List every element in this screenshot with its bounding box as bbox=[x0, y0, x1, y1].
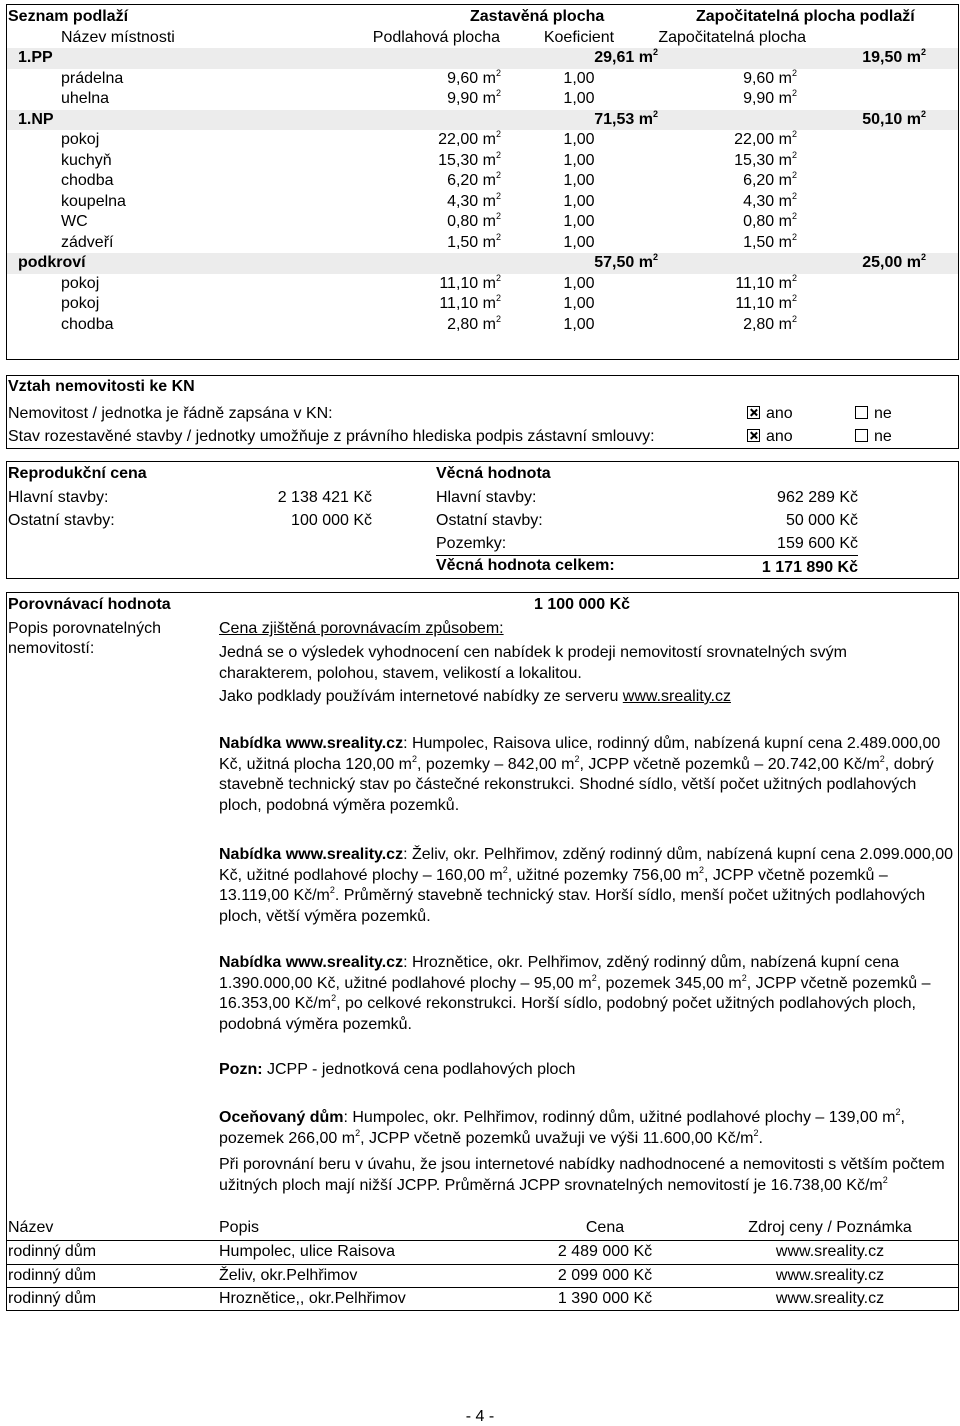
sub-room-header: Název místnosti bbox=[61, 28, 175, 46]
vecna-other-value: 50 000 Kč bbox=[785, 512, 858, 529]
room-name: WC bbox=[61, 213, 88, 230]
land-value: 159 600 Kč bbox=[777, 535, 858, 552]
floor-group-counted: 25,00 $m^2$ bbox=[862, 252, 926, 271]
offers-row-divider bbox=[6, 1240, 959, 1241]
kn-q1-yes[interactable]: ano bbox=[747, 405, 793, 423]
desc-label-2: nemovitostí: bbox=[8, 640, 95, 657]
checkbox-checked-icon bbox=[747, 429, 760, 442]
repro-other-value: 100 000 Kč bbox=[291, 512, 372, 529]
comparison-value: 1 100 000 Kč bbox=[534, 596, 631, 613]
room-counted-area: 2,80 $m^2$ bbox=[743, 313, 797, 333]
land-label: Pozemky: bbox=[436, 535, 507, 552]
room-floor-area: 11,10 $m^2$ bbox=[439, 272, 501, 292]
offers-row-divider bbox=[6, 1287, 959, 1288]
vecna-main-label: Hlavní stavby: bbox=[436, 489, 537, 506]
room-name: prádelna bbox=[61, 69, 124, 87]
room-floor-area: 6,20 $m^2$ bbox=[447, 170, 501, 189]
vecna-total-value: 1 171 890 Kč bbox=[761, 559, 858, 576]
room-floor-area: 11,10 $m^2$ bbox=[439, 293, 501, 312]
room-coef: 1,00 bbox=[563, 69, 595, 87]
col-counted-total-header: Započitatelná plocha podlaží bbox=[696, 8, 915, 25]
room-coef: 1,00 bbox=[563, 90, 595, 107]
offers-row-divider bbox=[6, 1264, 959, 1265]
repro-other-label: Ostatní stavby: bbox=[8, 512, 115, 529]
offer-2: Nabídka www.sreality.cz: Želiv, okr. Pelhřimov, zděný rodinný dům, nabízená kupní cena 2.099.000,00 Kč, užitné podlahové plochy – 160,00 $m^2$, užitné pozemky 756,00 $m^2$, JCPP včetně pozemků – 13.119,00 $Kč/m^2$. Průměrný stavebně technický stav. Horší sídlo, menší počet užitných podlahových ploch, větší výměra pozemků. bbox=[219, 846, 954, 925]
kn-question-1: Nemovitost / jednotka je řádně zapsána v KN: bbox=[8, 405, 333, 422]
kn-q1-no[interactable]: ne bbox=[855, 405, 892, 423]
room-counted-area: 15,30 $m^2$ bbox=[734, 149, 797, 169]
room-floor-area: 0,80 $m^2$ bbox=[447, 211, 501, 230]
room-name: pokoj bbox=[61, 274, 100, 292]
offers-header-cell: Cena bbox=[585, 1219, 625, 1236]
checkbox-empty-icon bbox=[855, 429, 868, 442]
floor-group-counted: 19,50 $m^2$ bbox=[862, 47, 926, 66]
room-coef: 1,00 bbox=[563, 233, 595, 251]
checkbox-checked-icon bbox=[747, 406, 760, 419]
room-floor-area: 9,60 $m^2$ bbox=[447, 67, 501, 87]
room-counted-area: 1,50 $m^2$ bbox=[743, 231, 797, 251]
room-counted-area: 9,90 $m^2$ bbox=[743, 88, 797, 107]
room-coef: 1,00 bbox=[563, 213, 595, 230]
offers-cell: rodinný dům bbox=[8, 1266, 97, 1284]
room-name: koupelna bbox=[61, 192, 126, 210]
desc-label-1: Popis porovnatelných bbox=[8, 620, 161, 637]
col-built-header: Zastavěná plocha bbox=[470, 8, 605, 25]
floor-group-built: 29,61 $m^2$ bbox=[594, 47, 658, 66]
room-coef: 1,00 bbox=[563, 131, 595, 148]
room-coef: 1,00 bbox=[563, 315, 595, 333]
offers-cell: 2 489 000 Kč bbox=[557, 1243, 653, 1260]
room-floor-area: 22,00 $m^2$ bbox=[438, 129, 501, 148]
offer-1: Nabídka www.sreality.cz: Humpolec, Raisova ulice, rodinný dům, nabízená kupní cena 2.489.000,00 Kč, užitná plocha 120,00 $m^2$, pozemky – 842,00 $m^2$, JCPP včetně pozemků – 20.742,00 $Kč/m^2$, dobrý stavebně technický stav po částečné rekonstrukci. Shodné sídlo, větší počet užitných podlahových ploch, podobná výměra pozemků. bbox=[219, 735, 941, 814]
vecna-other-label: Ostatní stavby: bbox=[436, 512, 543, 529]
room-counted-area: 11,10 $m^2$ bbox=[735, 293, 797, 312]
offers-cell: Humpolec, ulice Raisova bbox=[219, 1243, 396, 1260]
room-floor-area: 2,80 $m^2$ bbox=[447, 313, 501, 333]
checkbox-empty-icon bbox=[855, 406, 868, 419]
method-heading: Cena zjištěná porovnávacím způsobem: bbox=[219, 620, 504, 637]
room-name: chodba bbox=[61, 172, 114, 189]
repro-main-value: 2 138 421 Kč bbox=[277, 489, 372, 506]
source-link[interactable]: www.sreality.cz bbox=[622, 688, 731, 705]
offers-header-cell: Zdroj ceny / Poznámka bbox=[748, 1219, 912, 1236]
offer-3: Nabídka www.sreality.cz: Hroznětice, okr. Pelhřimov, zděný rodinný dům, nabízená kupní cena 1.390.000,00 Kč, užitné podlahové plochy – 95,00 $m^2$, pozemek 345,00 $m^2$, JCPP včetně pozemků – 16.353,00 $Kč/m^2$, po celkové rekonstrukci. Horší sídlo, podobný počet užitných podlahových ploch, podobná výměra pozemků. bbox=[219, 954, 931, 1033]
room-floor-area: 9,90 $m^2$ bbox=[447, 88, 501, 107]
offers-cell: 2 099 000 Kč bbox=[557, 1266, 653, 1284]
floor-group-name: 1.PP bbox=[18, 49, 53, 66]
room-coef: 1,00 bbox=[563, 172, 595, 189]
floor-group-name: podkroví bbox=[18, 254, 86, 271]
room-name: pokoj bbox=[61, 295, 100, 312]
sub-counted-header: Započitatelná plocha bbox=[658, 28, 806, 46]
conclusion: Při porovnání beru v úvahu, že jsou internetové nabídky nadhodnocené a nemovitosti s větším počtem užitných ploch mají nižší JCPP. Průměrná JCPP srovnatelných nemovitostí je 16.738,00 $Kč/m^2$ bbox=[219, 1156, 945, 1194]
vecna-total-underline bbox=[436, 555, 858, 556]
repro-main-label: Hlavní stavby: bbox=[8, 489, 109, 506]
room-floor-area: 4,30 $m^2$ bbox=[447, 190, 501, 210]
kn-q2-yes[interactable]: ano bbox=[747, 428, 793, 446]
room-counted-area: 9,60 $m^2$ bbox=[743, 67, 797, 87]
room-counted-area: 11,10 $m^2$ bbox=[735, 272, 797, 292]
comparison-title: Porovnávací hodnota bbox=[8, 596, 171, 613]
room-floor-area: 1,50 $m^2$ bbox=[447, 231, 501, 251]
room-coef: 1,00 bbox=[563, 151, 595, 169]
offers-cell: Hroznětice,, okr.Pelhřimov bbox=[219, 1290, 406, 1307]
vecna-title: Věcná hodnota bbox=[436, 465, 551, 482]
room-coef: 1,00 bbox=[563, 192, 595, 210]
offers-source-link[interactable]: www.sreality.cz bbox=[775, 1266, 885, 1284]
room-name: zádveří bbox=[61, 233, 114, 251]
kn-question-2: Stav rozestavěné stavby / jednotky umožňuje z právního hlediska podpis zástavní smlouvy: bbox=[8, 428, 655, 445]
room-counted-area: 22,00 $m^2$ bbox=[734, 129, 797, 148]
room-name: chodba bbox=[61, 315, 114, 333]
note: Pozn: JCPP - jednotková cena podlahových ploch bbox=[219, 1061, 576, 1078]
offers-header-cell: Název bbox=[8, 1219, 54, 1236]
page-number: - 4 - bbox=[465, 1408, 495, 1425]
floor-group-counted: 50,10 $m^2$ bbox=[862, 108, 926, 128]
room-name: kuchyň bbox=[61, 151, 112, 169]
source-line: Jako podklady používám internetové nabídky ze serveru www.sreality.cz bbox=[219, 688, 731, 705]
repro-title: Reprodukční cena bbox=[8, 465, 147, 482]
sub-coef-header: Koeficient bbox=[543, 28, 615, 46]
floor-group-built: 57,50 $m^2$ bbox=[594, 252, 658, 271]
offers-source-link[interactable]: www.sreality.cz bbox=[775, 1243, 885, 1260]
offers-cell: rodinný dům bbox=[8, 1290, 97, 1307]
valued-house: Oceňovaný dům: Humpolec, okr. Pelhřimov, rodinný dům, užitné podlahové plochy – 139,00 $m^2$, pozemek 266,00 $m^2$, JCPP včetně pozemků uvažuji ve výši 11.600,00 $Kč/m^2$. bbox=[219, 1107, 905, 1147]
offers-source-link[interactable]: www.sreality.cz bbox=[775, 1290, 885, 1307]
offers-cell: 1 390 000 Kč bbox=[557, 1290, 653, 1307]
floor-group-built: 71,53 $m^2$ bbox=[594, 108, 658, 128]
vecna-total-label: Věcná hodnota celkem: bbox=[436, 557, 615, 574]
room-counted-area: 4,30 $m^2$ bbox=[743, 190, 797, 210]
room-floor-area: 15,30 $m^2$ bbox=[438, 149, 501, 169]
room-coef: 1,00 bbox=[563, 295, 595, 312]
room-name: pokoj bbox=[61, 131, 100, 148]
floor-group-name: 1.NP bbox=[18, 110, 54, 128]
kn-q2-no[interactable]: ne bbox=[855, 428, 892, 446]
room-counted-area: 6,20 $m^2$ bbox=[743, 170, 797, 189]
offers-header-cell: Popis bbox=[219, 1219, 260, 1236]
method-text: Jedná se o výsledek vyhodnocení cen nabídek k prodeji nemovitostí srovnatelných svým charakterem, polohou, stavem, velikostí a lokalitou. bbox=[219, 644, 847, 682]
room-coef: 1,00 bbox=[563, 274, 595, 292]
vecna-main-value: 962 289 Kč bbox=[777, 489, 858, 506]
offers-cell: rodinný dům bbox=[8, 1243, 97, 1260]
offers-cell: Želiv, okr.Pelhřimov bbox=[219, 1266, 358, 1284]
kn-title: Vztah nemovitosti ke KN bbox=[8, 378, 195, 395]
floors-title: Seznam podlaží bbox=[8, 8, 129, 25]
room-name: uhelna bbox=[61, 90, 110, 107]
room-counted-area: 0,80 $m^2$ bbox=[743, 211, 797, 230]
sub-floor-area-header: Podlahová plocha bbox=[372, 28, 500, 46]
